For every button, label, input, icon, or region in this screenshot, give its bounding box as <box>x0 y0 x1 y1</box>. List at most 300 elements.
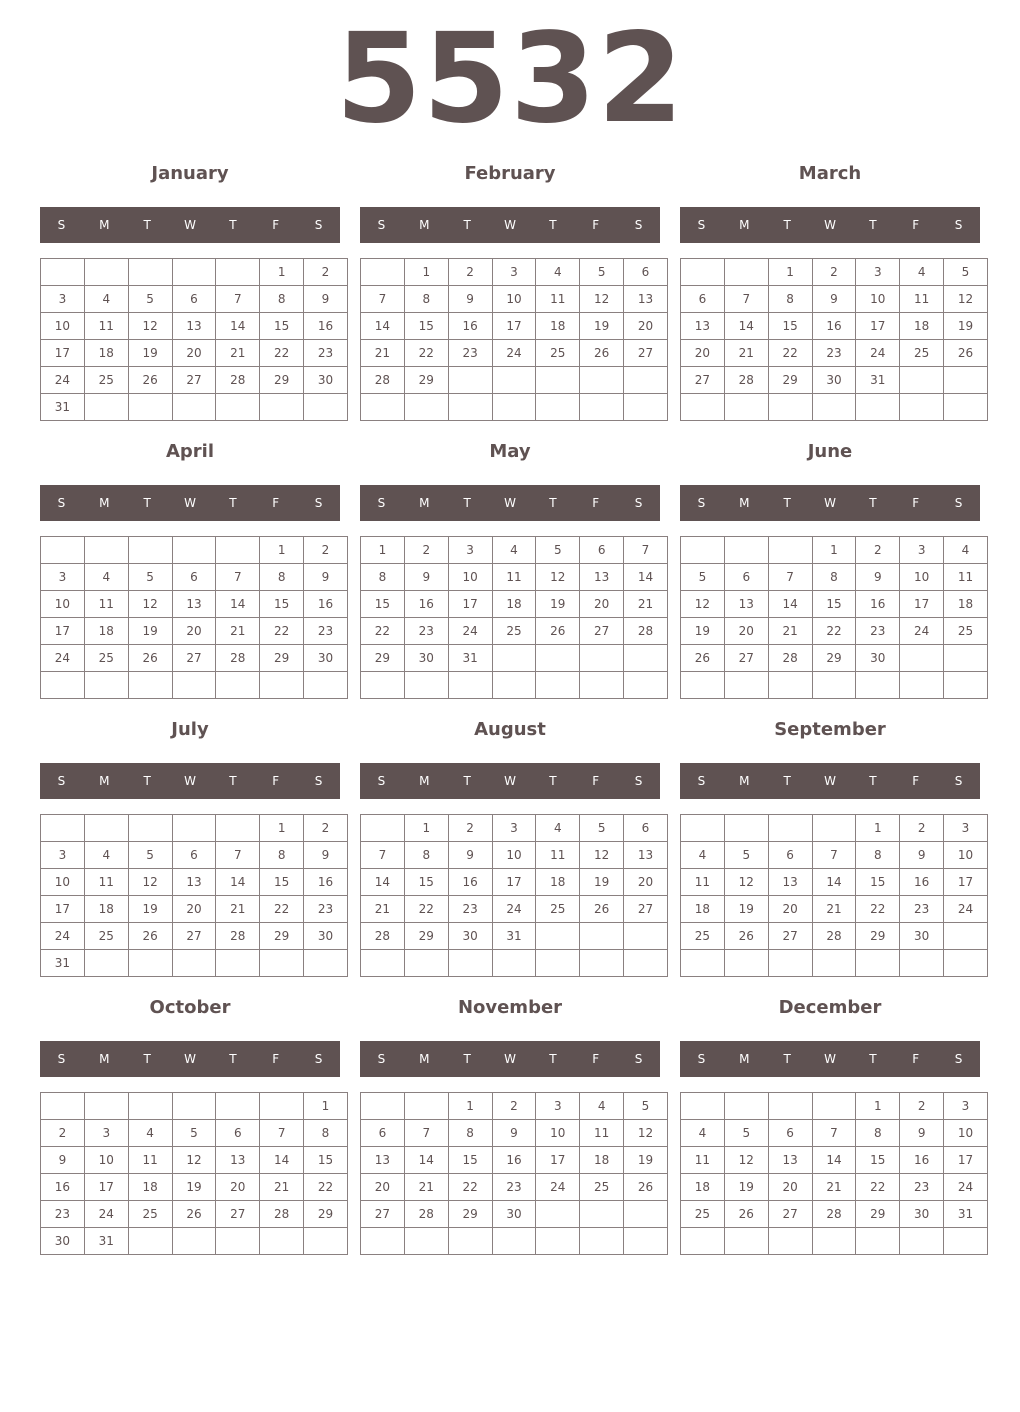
day-cell: 8 <box>260 564 304 591</box>
day-cell <box>812 950 856 977</box>
weekday-label: M <box>99 496 110 510</box>
weekday-label: F <box>592 496 600 510</box>
day-cell: 18 <box>128 1174 172 1201</box>
day-cell: 30 <box>900 1201 944 1228</box>
day-cell <box>724 394 768 421</box>
day-cell: 27 <box>172 645 216 672</box>
day-cell: 9 <box>41 1147 85 1174</box>
weekday-label: T <box>463 218 471 232</box>
day-cell <box>128 1228 172 1255</box>
day-cell: 20 <box>172 340 216 367</box>
weekday-label: S <box>314 496 323 510</box>
day-cell <box>900 950 944 977</box>
day-cell <box>768 815 812 842</box>
day-cell: 21 <box>216 618 260 645</box>
day-cell <box>724 815 768 842</box>
week-row <box>361 672 668 699</box>
day-cell: 29 <box>260 645 304 672</box>
weekday-header <box>360 207 660 243</box>
day-cell <box>681 1228 725 1255</box>
weekday-label: T <box>143 496 151 510</box>
day-cell <box>580 1201 624 1228</box>
weekday-header <box>680 1041 980 1077</box>
day-cell <box>900 394 944 421</box>
week-row <box>361 1120 668 1147</box>
day-cell: 18 <box>681 896 725 923</box>
days-table <box>680 1092 988 1255</box>
day-cell: 8 <box>304 1120 348 1147</box>
weekday-label: T <box>463 496 471 510</box>
week-row <box>361 286 668 313</box>
day-cell: 10 <box>41 869 85 896</box>
day-cell <box>768 950 812 977</box>
day-cell: 7 <box>216 564 260 591</box>
day-cell: 13 <box>681 313 725 340</box>
day-cell: 31 <box>41 950 85 977</box>
day-cell: 9 <box>856 564 900 591</box>
day-cell <box>216 815 260 842</box>
week-row <box>41 896 348 923</box>
day-cell: 23 <box>812 340 856 367</box>
day-cell: 28 <box>768 645 812 672</box>
day-cell: 15 <box>260 869 304 896</box>
day-cell: 12 <box>580 842 624 869</box>
day-cell: 21 <box>724 340 768 367</box>
day-cell: 5 <box>624 1093 668 1120</box>
weekday-label: T <box>869 774 877 788</box>
weekday-label: W <box>184 496 196 510</box>
week-row <box>41 367 348 394</box>
day-cell: 21 <box>216 896 260 923</box>
day-cell: 31 <box>448 645 492 672</box>
weekday-label: T <box>549 496 557 510</box>
days-table <box>680 258 988 421</box>
weekday-label: M <box>419 496 430 510</box>
day-cell <box>856 950 900 977</box>
day-cell: 17 <box>41 618 85 645</box>
weekday-label: F <box>912 496 920 510</box>
day-cell: 17 <box>492 869 536 896</box>
day-cell <box>361 394 405 421</box>
weekday-label: T <box>783 218 791 232</box>
week-row <box>361 869 668 896</box>
day-cell: 23 <box>304 896 348 923</box>
month-august <box>360 716 660 994</box>
day-cell <box>624 950 668 977</box>
day-cell: 30 <box>304 367 348 394</box>
day-cell: 7 <box>216 842 260 869</box>
week-row <box>681 1093 988 1120</box>
day-cell: 22 <box>304 1174 348 1201</box>
day-cell: 22 <box>856 1174 900 1201</box>
weekday-label: S <box>377 774 386 788</box>
week-row <box>361 313 668 340</box>
day-cell: 27 <box>724 645 768 672</box>
day-cell: 16 <box>304 591 348 618</box>
day-cell <box>41 672 85 699</box>
day-cell <box>41 815 85 842</box>
day-cell: 11 <box>128 1147 172 1174</box>
days-table <box>680 814 988 977</box>
day-cell <box>724 537 768 564</box>
day-cell: 5 <box>128 564 172 591</box>
day-cell <box>216 950 260 977</box>
day-cell: 27 <box>681 367 725 394</box>
day-cell: 6 <box>216 1120 260 1147</box>
day-cell <box>448 394 492 421</box>
week-row <box>681 1174 988 1201</box>
day-cell: 7 <box>768 564 812 591</box>
day-cell <box>580 672 624 699</box>
day-cell: 28 <box>624 618 668 645</box>
day-cell <box>216 394 260 421</box>
day-cell: 17 <box>41 896 85 923</box>
day-cell <box>172 394 216 421</box>
day-cell: 3 <box>448 537 492 564</box>
day-cell: 17 <box>856 313 900 340</box>
day-cell: 17 <box>900 591 944 618</box>
day-cell: 27 <box>216 1201 260 1228</box>
week-row <box>681 591 988 618</box>
weekday-label: F <box>912 1052 920 1066</box>
day-cell: 25 <box>681 1201 725 1228</box>
day-cell: 2 <box>304 537 348 564</box>
day-cell <box>681 259 725 286</box>
day-cell: 23 <box>304 340 348 367</box>
weekday-label: T <box>869 1052 877 1066</box>
day-cell: 30 <box>304 923 348 950</box>
day-cell: 6 <box>172 286 216 313</box>
day-cell <box>84 259 128 286</box>
day-cell <box>812 672 856 699</box>
day-cell: 2 <box>856 537 900 564</box>
day-cell: 3 <box>84 1120 128 1147</box>
month-november <box>360 994 660 1272</box>
day-cell: 6 <box>624 259 668 286</box>
day-cell: 31 <box>492 923 536 950</box>
day-cell: 20 <box>681 340 725 367</box>
day-cell: 27 <box>361 1201 405 1228</box>
week-row <box>361 1201 668 1228</box>
day-cell: 2 <box>448 259 492 286</box>
day-cell: 25 <box>84 367 128 394</box>
weekday-label: S <box>377 1052 386 1066</box>
day-cell <box>624 1201 668 1228</box>
day-cell: 16 <box>492 1147 536 1174</box>
day-cell <box>361 1228 405 1255</box>
week-row <box>361 896 668 923</box>
week-row <box>361 645 668 672</box>
day-cell: 11 <box>580 1120 624 1147</box>
day-cell: 24 <box>944 1174 988 1201</box>
weekday-label: S <box>697 218 706 232</box>
day-cell: 7 <box>624 537 668 564</box>
day-cell: 7 <box>404 1120 448 1147</box>
day-cell <box>172 1228 216 1255</box>
day-cell <box>624 367 668 394</box>
day-cell: 29 <box>260 367 304 394</box>
week-row <box>361 815 668 842</box>
day-cell: 23 <box>448 896 492 923</box>
day-cell: 28 <box>361 923 405 950</box>
weekday-label: S <box>57 496 66 510</box>
day-cell: 22 <box>404 340 448 367</box>
day-cell <box>216 259 260 286</box>
day-cell <box>812 1228 856 1255</box>
day-cell: 26 <box>724 1201 768 1228</box>
day-cell <box>856 394 900 421</box>
day-cell <box>404 950 448 977</box>
week-row <box>41 923 348 950</box>
day-cell: 16 <box>856 591 900 618</box>
day-cell <box>944 394 988 421</box>
day-cell: 17 <box>492 313 536 340</box>
day-cell: 22 <box>260 618 304 645</box>
day-cell: 4 <box>681 1120 725 1147</box>
weekday-label: W <box>824 1052 836 1066</box>
day-cell: 31 <box>944 1201 988 1228</box>
day-cell: 12 <box>128 869 172 896</box>
days-table <box>40 258 348 421</box>
day-cell: 19 <box>681 618 725 645</box>
day-cell: 11 <box>536 286 580 313</box>
day-cell: 28 <box>361 367 405 394</box>
day-cell: 23 <box>304 618 348 645</box>
day-cell: 7 <box>812 842 856 869</box>
day-cell: 23 <box>900 896 944 923</box>
day-cell: 12 <box>128 591 172 618</box>
day-cell: 23 <box>404 618 448 645</box>
day-cell: 14 <box>361 869 405 896</box>
week-row <box>41 815 348 842</box>
day-cell: 3 <box>41 564 85 591</box>
week-row <box>41 950 348 977</box>
day-cell: 8 <box>361 564 405 591</box>
weekday-label: W <box>824 496 836 510</box>
day-cell: 19 <box>624 1147 668 1174</box>
day-cell: 15 <box>260 313 304 340</box>
month-name: May <box>489 441 531 462</box>
day-cell: 14 <box>361 313 405 340</box>
weekday-label: S <box>57 218 66 232</box>
day-cell: 2 <box>900 815 944 842</box>
day-cell <box>536 950 580 977</box>
day-cell: 26 <box>580 896 624 923</box>
weekday-label: S <box>377 496 386 510</box>
day-cell <box>768 672 812 699</box>
day-cell: 23 <box>41 1201 85 1228</box>
day-cell: 6 <box>681 286 725 313</box>
day-cell <box>84 1093 128 1120</box>
day-cell: 26 <box>536 618 580 645</box>
day-cell <box>944 645 988 672</box>
day-cell: 21 <box>260 1174 304 1201</box>
day-cell: 13 <box>768 869 812 896</box>
day-cell: 18 <box>900 313 944 340</box>
day-cell <box>624 645 668 672</box>
day-cell <box>128 394 172 421</box>
weekday-label: W <box>184 1052 196 1066</box>
month-name: June <box>807 441 853 462</box>
days-table <box>360 814 668 977</box>
day-cell: 10 <box>41 313 85 340</box>
day-cell <box>492 367 536 394</box>
day-cell: 4 <box>84 286 128 313</box>
day-cell: 3 <box>536 1093 580 1120</box>
day-cell: 29 <box>856 1201 900 1228</box>
day-cell: 30 <box>492 1201 536 1228</box>
day-cell: 1 <box>448 1093 492 1120</box>
day-cell: 20 <box>624 869 668 896</box>
week-row <box>361 950 668 977</box>
weekday-label: W <box>824 218 836 232</box>
day-cell <box>768 394 812 421</box>
day-cell: 23 <box>448 340 492 367</box>
days-table <box>40 814 348 977</box>
weekday-label: M <box>99 1052 110 1066</box>
day-cell: 8 <box>260 842 304 869</box>
day-cell: 22 <box>404 896 448 923</box>
days-table <box>360 536 668 699</box>
day-cell: 25 <box>84 923 128 950</box>
day-cell: 10 <box>492 842 536 869</box>
day-cell <box>448 1228 492 1255</box>
day-cell: 8 <box>812 564 856 591</box>
day-cell: 14 <box>260 1147 304 1174</box>
day-cell <box>84 672 128 699</box>
day-cell: 24 <box>84 1201 128 1228</box>
day-cell: 27 <box>768 923 812 950</box>
week-row <box>41 1120 348 1147</box>
day-cell: 5 <box>724 842 768 869</box>
day-cell: 19 <box>128 618 172 645</box>
day-cell: 30 <box>856 645 900 672</box>
week-row <box>361 1093 668 1120</box>
day-cell <box>580 923 624 950</box>
day-cell: 25 <box>492 618 536 645</box>
week-row <box>361 923 668 950</box>
weekday-header <box>680 763 980 799</box>
week-row <box>681 645 988 672</box>
month-april <box>40 438 340 716</box>
day-cell: 29 <box>856 923 900 950</box>
day-cell: 14 <box>216 591 260 618</box>
day-cell <box>128 815 172 842</box>
day-cell: 20 <box>361 1174 405 1201</box>
day-cell: 22 <box>361 618 405 645</box>
month-name: April <box>165 441 215 462</box>
week-row <box>681 896 988 923</box>
day-cell: 26 <box>944 340 988 367</box>
day-cell <box>260 1228 304 1255</box>
day-cell: 16 <box>41 1174 85 1201</box>
day-cell: 20 <box>580 591 624 618</box>
weekday-label: F <box>272 1052 280 1066</box>
day-cell <box>260 394 304 421</box>
day-cell: 2 <box>448 815 492 842</box>
days-table <box>40 1092 348 1255</box>
day-cell: 5 <box>128 842 172 869</box>
day-cell: 26 <box>128 367 172 394</box>
weekday-label: W <box>504 1052 516 1066</box>
day-cell <box>304 950 348 977</box>
day-cell: 29 <box>448 1201 492 1228</box>
week-row <box>41 869 348 896</box>
weekday-label: S <box>57 1052 66 1066</box>
day-cell: 12 <box>536 564 580 591</box>
weekday-label: S <box>634 1052 643 1066</box>
months-grid <box>40 160 980 1272</box>
weekday-header <box>680 485 980 521</box>
day-cell <box>304 672 348 699</box>
day-cell: 10 <box>492 286 536 313</box>
weekday-label: S <box>634 218 643 232</box>
day-cell: 4 <box>84 842 128 869</box>
month-october <box>40 994 340 1272</box>
month-december <box>680 994 980 1272</box>
day-cell <box>536 672 580 699</box>
day-cell: 26 <box>624 1174 668 1201</box>
day-cell: 16 <box>812 313 856 340</box>
day-cell: 1 <box>812 537 856 564</box>
day-cell: 9 <box>404 564 448 591</box>
week-row <box>361 394 668 421</box>
weekday-label: T <box>229 1052 237 1066</box>
day-cell: 10 <box>448 564 492 591</box>
day-cell <box>580 394 624 421</box>
week-row <box>41 286 348 313</box>
day-cell: 3 <box>492 815 536 842</box>
weekday-header <box>40 763 340 799</box>
month-march <box>680 160 980 438</box>
week-row <box>41 591 348 618</box>
days-table <box>680 536 988 699</box>
day-cell: 26 <box>580 340 624 367</box>
day-cell: 8 <box>856 842 900 869</box>
day-cell: 11 <box>536 842 580 869</box>
year-title: 5532 <box>335 7 685 151</box>
day-cell: 3 <box>944 1093 988 1120</box>
days-table <box>360 1092 668 1255</box>
day-cell: 11 <box>681 869 725 896</box>
weekday-label: W <box>504 774 516 788</box>
weekday-label: S <box>954 496 963 510</box>
day-cell: 9 <box>812 286 856 313</box>
day-cell: 18 <box>944 591 988 618</box>
day-cell: 12 <box>624 1120 668 1147</box>
day-cell <box>900 645 944 672</box>
weekday-label: M <box>419 774 430 788</box>
weekday-label: S <box>57 774 66 788</box>
day-cell <box>724 1228 768 1255</box>
day-cell: 1 <box>304 1093 348 1120</box>
day-cell: 26 <box>724 923 768 950</box>
weekday-label: T <box>229 774 237 788</box>
weekday-header <box>360 485 660 521</box>
weekday-label: M <box>739 774 750 788</box>
day-cell: 5 <box>172 1120 216 1147</box>
month-name: March <box>798 163 862 184</box>
day-cell: 18 <box>536 869 580 896</box>
weekday-label: T <box>783 774 791 788</box>
weekday-label: T <box>229 496 237 510</box>
weekday-label: S <box>634 774 643 788</box>
day-cell <box>492 950 536 977</box>
month-september <box>680 716 980 994</box>
day-cell: 17 <box>944 869 988 896</box>
day-cell: 5 <box>681 564 725 591</box>
weekday-label: T <box>463 1052 471 1066</box>
